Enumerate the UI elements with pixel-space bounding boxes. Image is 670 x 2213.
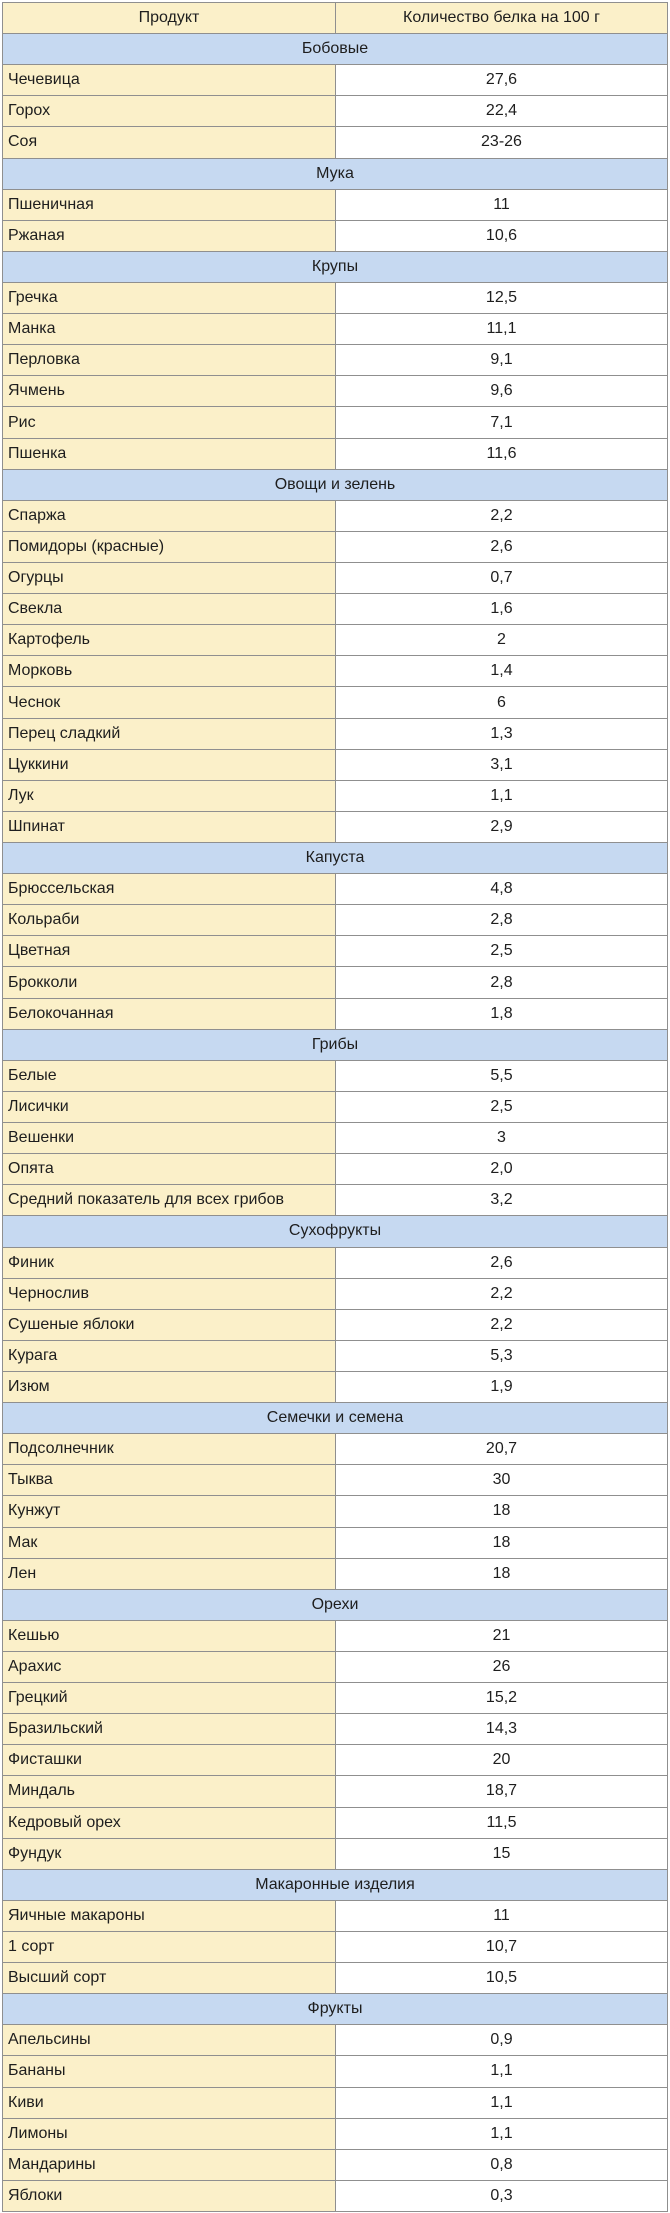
table-row <box>0 95 670 127</box>
protein-value-cell: 2,8 <box>335 966 668 998</box>
table-row <box>0 1184 670 1216</box>
protein-value-cell: 2 <box>335 624 668 656</box>
table-row <box>0 562 670 594</box>
product-name-cell: Бразильский <box>2 1713 336 1745</box>
product-name-cell: Лисички <box>2 1091 336 1123</box>
table-row <box>0 189 670 221</box>
category-row <box>0 469 670 501</box>
protein-value-cell: 18 <box>335 1495 668 1527</box>
product-name-cell: Кольраби <box>2 904 336 936</box>
table-row <box>0 904 670 936</box>
table-row <box>0 1931 670 1963</box>
product-name-cell: Мандарины <box>2 2149 336 2181</box>
product-name-cell: Сушеные яблоки <box>2 1309 336 1341</box>
category-row <box>0 251 670 283</box>
table-row <box>0 655 670 687</box>
product-name-cell: Шпинат <box>2 811 336 843</box>
product-name-cell: Ячмень <box>2 375 336 407</box>
protein-value-cell: 3,2 <box>335 1184 668 1216</box>
table-row <box>0 531 670 563</box>
table-row <box>0 1962 670 1994</box>
table-row <box>0 935 670 967</box>
protein-value-cell: 2,6 <box>335 531 668 563</box>
protein-value-cell: 10,5 <box>335 1962 668 1994</box>
product-name-cell: Апельсины <box>2 2024 336 2056</box>
protein-value-cell: 20,7 <box>335 1433 668 1465</box>
table-row <box>0 1309 670 1341</box>
protein-value-cell: 1,6 <box>335 593 668 625</box>
protein-value-cell: 21 <box>335 1620 668 1652</box>
product-name-cell: Перец сладкий <box>2 718 336 750</box>
product-name-cell: Изюм <box>2 1371 336 1403</box>
category-row <box>0 1993 670 2025</box>
protein-value-cell: 2,2 <box>335 1278 668 1310</box>
product-name-cell: Свекла <box>2 593 336 625</box>
product-name-cell: Опята <box>2 1153 336 1185</box>
protein-value-cell: 11,6 <box>335 438 668 470</box>
protein-value-cell: 2,8 <box>335 904 668 936</box>
table-row <box>0 438 670 470</box>
category-row <box>0 1869 670 1901</box>
table-row <box>0 780 670 812</box>
protein-value-cell: 10,7 <box>335 1931 668 1963</box>
product-name-cell: Подсолнечник <box>2 1433 336 1465</box>
table-row <box>0 998 670 1030</box>
product-name-cell: Тыква <box>2 1464 336 1496</box>
protein-value-cell: 20 <box>335 1744 668 1776</box>
product-name-cell: Горох <box>2 95 336 127</box>
product-name-cell: Чеснок <box>2 686 336 718</box>
protein-value-cell: 2,0 <box>335 1153 668 1185</box>
product-name-cell: Огурцы <box>2 562 336 594</box>
product-name-cell: Финик <box>2 1247 336 1279</box>
protein-value-cell: 2,6 <box>335 1247 668 1279</box>
category-row <box>0 33 670 65</box>
table-row <box>0 64 670 96</box>
category-title: Семечки и семена <box>2 1402 668 1434</box>
protein-value-cell: 3 <box>335 1122 668 1154</box>
product-name-cell: Арахис <box>2 1651 336 1683</box>
protein-value-cell: 1,1 <box>335 780 668 812</box>
protein-value-cell: 1,1 <box>335 2087 668 2119</box>
table-row <box>0 1620 670 1652</box>
product-name-cell: Кедровый орех <box>2 1807 336 1839</box>
protein-value-cell: 1,3 <box>335 718 668 750</box>
table-row <box>0 1651 670 1683</box>
table-row <box>0 1060 670 1092</box>
product-name-cell: Яичные макароны <box>2 1900 336 1932</box>
table-row <box>0 1682 670 1714</box>
protein-value-cell: 11,5 <box>335 1807 668 1839</box>
table-row <box>0 1713 670 1745</box>
table-row <box>0 2024 670 2056</box>
protein-value-cell: 26 <box>335 1651 668 1683</box>
product-name-cell: Фисташки <box>2 1744 336 1776</box>
protein-value-cell: 11,1 <box>335 313 668 345</box>
category-row <box>0 1215 670 1247</box>
product-name-cell: Ржаная <box>2 220 336 252</box>
table-row <box>0 1091 670 1123</box>
category-title: Макаронные изделия <box>2 1869 668 1901</box>
protein-value-cell: 5,3 <box>335 1340 668 1372</box>
protein-value-cell: 0,8 <box>335 2149 668 2181</box>
product-name-cell: Белокочанная <box>2 998 336 1030</box>
product-name-cell: Помидоры (красные) <box>2 531 336 563</box>
product-name-cell: Вешенки <box>2 1122 336 1154</box>
product-name-cell: Высший сорт <box>2 1962 336 1994</box>
table-row <box>0 500 670 532</box>
table-row <box>0 1900 670 1932</box>
table-row <box>0 873 670 905</box>
protein-value-cell: 27,6 <box>335 64 668 96</box>
protein-value-cell: 1,9 <box>335 1371 668 1403</box>
product-name-cell: Лен <box>2 1558 336 1590</box>
product-name-cell: Манка <box>2 313 336 345</box>
table-row <box>0 375 670 407</box>
category-title: Орехи <box>2 1589 668 1621</box>
protein-value-cell: 15,2 <box>335 1682 668 1714</box>
product-name-cell: Белые <box>2 1060 336 1092</box>
category-row <box>0 1029 670 1061</box>
product-name-cell: Спаржа <box>2 500 336 532</box>
column-header-protein: Количество белка на 100 г <box>335 2 668 34</box>
table-row <box>0 1122 670 1154</box>
category-row <box>0 1589 670 1621</box>
protein-value-cell: 1,8 <box>335 998 668 1030</box>
protein-value-cell: 11 <box>335 189 668 221</box>
product-name-cell: Курага <box>2 1340 336 1372</box>
category-title: Сухофрукты <box>2 1215 668 1247</box>
table-row <box>0 1433 670 1465</box>
protein-value-cell: 14,3 <box>335 1713 668 1745</box>
product-name-cell: Кунжут <box>2 1495 336 1527</box>
protein-value-cell: 18,7 <box>335 1775 668 1807</box>
product-name-cell: Брокколи <box>2 966 336 998</box>
category-row <box>0 842 670 874</box>
protein-value-cell: 2,5 <box>335 1091 668 1123</box>
protein-value-cell: 18 <box>335 1558 668 1590</box>
product-name-cell: Бананы <box>2 2055 336 2087</box>
table-row <box>0 2180 670 2212</box>
category-title: Овощи и зелень <box>2 469 668 501</box>
protein-value-cell: 11 <box>335 1900 668 1932</box>
table-row <box>0 1464 670 1496</box>
product-name-cell: Соя <box>2 126 336 158</box>
table-row <box>0 1278 670 1310</box>
table-row <box>0 1371 670 1403</box>
table-row <box>0 282 670 314</box>
table-row <box>0 2055 670 2087</box>
product-name-cell: Яблоки <box>2 2180 336 2212</box>
protein-value-cell: 2,5 <box>335 935 668 967</box>
product-name-cell: Рис <box>2 406 336 438</box>
protein-value-cell: 2,2 <box>335 1309 668 1341</box>
table-row <box>0 811 670 843</box>
table-row <box>0 1247 670 1279</box>
product-name-cell: Чернослив <box>2 1278 336 1310</box>
product-name-cell: Морковь <box>2 655 336 687</box>
product-name-cell: Лимоны <box>2 2118 336 2150</box>
protein-value-cell: 3,1 <box>335 749 668 781</box>
protein-value-cell: 2,9 <box>335 811 668 843</box>
protein-value-cell: 9,6 <box>335 375 668 407</box>
product-name-cell: Киви <box>2 2087 336 2119</box>
table-row <box>0 220 670 252</box>
table-row <box>0 718 670 750</box>
product-name-cell: Гречка <box>2 282 336 314</box>
table-row <box>0 2149 670 2181</box>
table-row <box>0 406 670 438</box>
category-title: Мука <box>2 158 668 190</box>
product-name-cell: Пшеничная <box>2 189 336 221</box>
table-row <box>0 1838 670 1870</box>
product-name-cell: Лук <box>2 780 336 812</box>
protein-value-cell: 0,7 <box>335 562 668 594</box>
table-row <box>0 2087 670 2119</box>
table-row <box>0 1558 670 1590</box>
protein-value-cell: 1,1 <box>335 2055 668 2087</box>
protein-value-cell: 30 <box>335 1464 668 1496</box>
category-title: Грибы <box>2 1029 668 1061</box>
product-name-cell: Средний показатель для всех грибов <box>2 1184 336 1216</box>
table-row <box>0 1775 670 1807</box>
protein-value-cell: 1,1 <box>335 2118 668 2150</box>
table-row <box>0 1807 670 1839</box>
protein-value-cell: 22,4 <box>335 95 668 127</box>
protein-value-cell: 0,9 <box>335 2024 668 2056</box>
protein-value-cell: 9,1 <box>335 344 668 376</box>
protein-value-cell: 0,3 <box>335 2180 668 2212</box>
product-name-cell: Пшенка <box>2 438 336 470</box>
table-row <box>0 966 670 998</box>
protein-value-cell: 23-26 <box>335 126 668 158</box>
product-name-cell: Миндаль <box>2 1775 336 1807</box>
table-row <box>0 2118 670 2150</box>
product-name-cell: Мак <box>2 1527 336 1559</box>
column-header-product: Продукт <box>2 2 336 34</box>
table-row <box>0 126 670 158</box>
table-row <box>0 1340 670 1372</box>
protein-value-cell: 15 <box>335 1838 668 1870</box>
protein-value-cell: 10,6 <box>335 220 668 252</box>
category-title: Крупы <box>2 251 668 283</box>
product-name-cell: Грецкий <box>2 1682 336 1714</box>
protein-value-cell: 2,2 <box>335 500 668 532</box>
table-row <box>0 1527 670 1559</box>
protein-value-cell: 4,8 <box>335 873 668 905</box>
product-name-cell: Цуккини <box>2 749 336 781</box>
table-row <box>0 1495 670 1527</box>
product-name-cell: Перловка <box>2 344 336 376</box>
table-header-row <box>0 2 670 34</box>
table-row <box>0 1744 670 1776</box>
product-name-cell: Брюссельская <box>2 873 336 905</box>
product-name-cell: Чечевица <box>2 64 336 96</box>
protein-value-cell: 5,5 <box>335 1060 668 1092</box>
protein-value-cell: 1,4 <box>335 655 668 687</box>
table-row <box>0 344 670 376</box>
product-name-cell: Кешью <box>2 1620 336 1652</box>
category-title: Фрукты <box>2 1993 668 2025</box>
category-row <box>0 1402 670 1434</box>
protein-value-cell: 6 <box>335 686 668 718</box>
category-title: Капуста <box>2 842 668 874</box>
product-name-cell: Фундук <box>2 1838 336 1870</box>
table-row <box>0 593 670 625</box>
product-name-cell: Цветная <box>2 935 336 967</box>
product-name-cell: Картофель <box>2 624 336 656</box>
category-row <box>0 158 670 190</box>
product-name-cell: 1 сорт <box>2 1931 336 1963</box>
table-row <box>0 1153 670 1185</box>
protein-value-cell: 7,1 <box>335 406 668 438</box>
protein-value-cell: 18 <box>335 1527 668 1559</box>
table-row <box>0 686 670 718</box>
protein-value-cell: 12,5 <box>335 282 668 314</box>
category-title: Бобовые <box>2 33 668 65</box>
table-row <box>0 313 670 345</box>
table-row <box>0 624 670 656</box>
table-row <box>0 749 670 781</box>
